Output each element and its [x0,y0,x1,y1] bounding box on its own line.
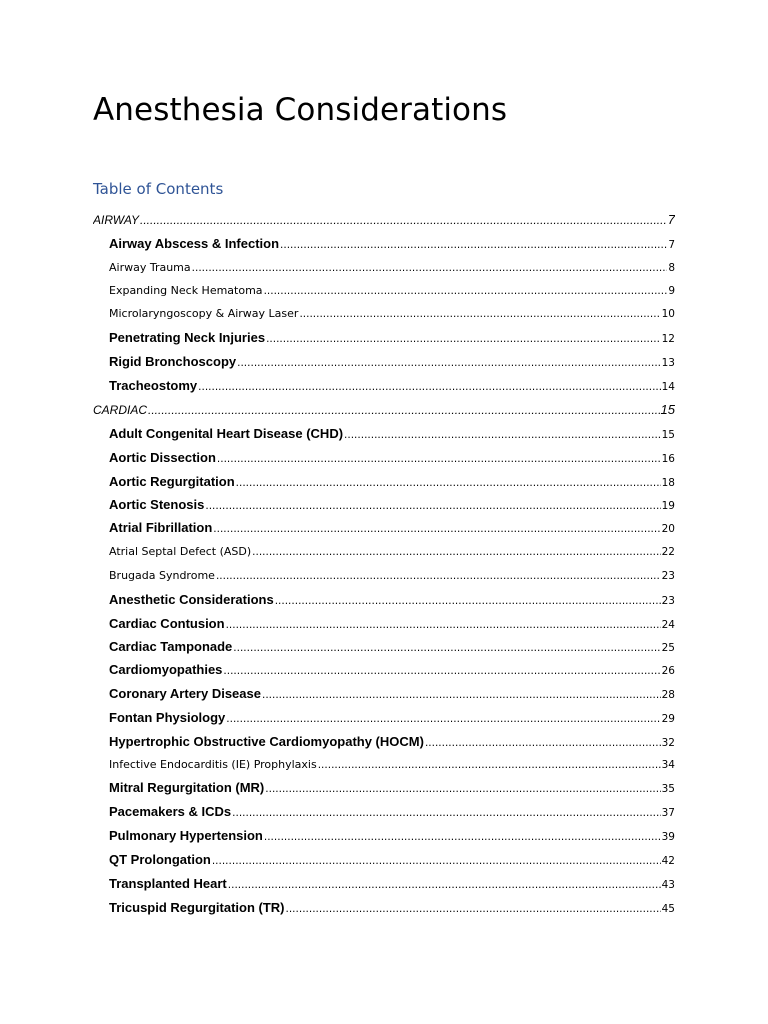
toc-entry-label: Fontan Physiology [109,710,226,725]
toc-dot-leader [252,542,660,562]
toc-section-entry[interactable] [93,400,675,420]
toc-entry[interactable] [109,614,675,634]
toc-dot-leader [262,685,661,704]
toc-dot-leader [148,400,660,420]
toc-entry-label: Hypertrophic Obstructive Cardiomyopathy (HOCM) [109,734,424,749]
toc-entry-label: Atrial Fibrillation [109,520,213,535]
toc-page-number: 20 [661,523,675,535]
toc-dot-leader [286,899,661,918]
toc-page-number: 29 [661,713,675,725]
toc-page-number: 10 [661,308,675,320]
toc-page-number: 35 [661,783,675,795]
toc-dot-leader [265,779,660,798]
toc-page-number: 22 [661,546,675,558]
toc-entry-label: Transplanted Heart [109,876,227,891]
toc-dot-leader [223,661,660,680]
toc-entry-label: Microlaryngoscopy & Airway Laser [109,307,299,320]
toc-page-number: 43 [661,879,675,891]
toc-dot-leader [226,709,660,728]
toc-dot-leader [217,449,661,468]
toc-entry-label: Anesthetic Considerations [109,592,274,607]
toc-dot-leader [299,304,660,324]
toc-page-number: 8 [668,262,675,274]
toc-entry-label: Aortic Regurgitation [109,474,235,489]
toc-entry-label: Brugada Syndrome [109,569,215,582]
toc-dot-leader [212,851,661,870]
toc-dot-leader [205,496,660,515]
toc-entry-label: Tracheostomy [109,378,198,393]
toc-page-number: 13 [661,357,675,369]
toc-page-number: 16 [661,453,675,465]
toc-entry[interactable] [109,424,675,444]
toc-entry-label: Mitral Regurgitation (MR) [109,780,265,795]
toc-entry-label: Penetrating Neck Injuries [109,330,266,345]
toc-entry-label: Airway Abscess & Infection [109,236,280,251]
toc-dot-leader [228,875,661,894]
toc-entry[interactable] [109,566,675,586]
toc-entry[interactable] [109,874,675,894]
toc-entry-label: Rigid Bronchoscopy [109,354,237,369]
toc-dot-leader [236,473,661,492]
toc-dot-leader [226,615,661,634]
toc-page-number: 45 [661,903,675,915]
toc-entry-label: AIRWAY [93,213,140,227]
toc-entry[interactable] [109,898,675,918]
toc-entry[interactable] [109,684,675,704]
toc-entry[interactable] [109,708,675,728]
toc-entry[interactable] [109,281,675,301]
toc-page-number: 34 [661,759,675,771]
toc-page-number: 19 [661,500,675,512]
toc-entry[interactable] [109,732,675,752]
document-title: Anesthesia Considerations [93,92,508,128]
toc-page-number: 39 [661,831,675,843]
toc-entry-label: Aortic Dissection [109,450,216,465]
toc-entry-label: Cardiomyopathies [109,662,223,677]
toc-entry[interactable] [109,304,675,324]
toc-entry[interactable] [109,448,675,468]
toc-entry[interactable] [109,850,675,870]
toc-entry-label: QT Prolongation [109,852,211,867]
toc-entry-label: CARDIAC [93,403,148,417]
toc-page-number: 9 [668,285,675,297]
toc-dot-leader [233,638,660,657]
toc-dot-leader [344,425,661,444]
toc-entry-label: Cardiac Tamponade [109,639,233,654]
toc-page-number: 26 [661,665,675,677]
toc-entry[interactable] [109,234,675,254]
toc-page-number: 32 [661,737,675,749]
toc-page-number: 23 [661,570,675,582]
toc-entry-label: Pulmonary Hypertension [109,828,263,843]
toc-dot-leader [264,281,668,301]
toc-page-number: 12 [661,333,675,345]
toc-dot-leader [425,733,661,752]
toc-entry-label: Coronary Artery Disease [109,686,261,701]
toc-page-number: 14 [661,381,675,393]
toc-entry-label: Cardiac Contusion [109,616,225,631]
toc-entry[interactable] [109,637,675,657]
toc-entry[interactable] [109,660,675,680]
toc-entry-label: Infective Endocarditis (IE) Prophylaxis [109,758,317,771]
toc-dot-leader [266,329,661,348]
toc-entry[interactable] [109,472,675,492]
toc-entry-label: Airway Trauma [109,261,191,274]
toc-entry-label: Expanding Neck Hematoma [109,284,263,297]
toc-entry-label: Atrial Septal Defect (ASD) [109,545,252,558]
toc-dot-leader [140,210,667,230]
toc-dot-leader [275,591,661,610]
toc-page-number: 42 [661,855,675,867]
toc-entry[interactable] [109,328,675,348]
toc-dot-leader [280,235,667,254]
toc-dot-leader [237,353,661,372]
toc-dot-leader [198,377,660,396]
toc-page-number: 7 [667,212,675,227]
toc-entry[interactable] [109,755,675,775]
toc-entry-label: Pacemakers & ICDs [109,804,232,819]
toc-page-number: 18 [661,477,675,489]
toc-dot-leader [192,258,668,278]
toc-page-number: 24 [661,619,675,631]
toc-page-number: 15 [660,402,675,417]
toc-dot-leader [213,519,660,538]
toc-entry[interactable] [109,778,675,798]
toc-page-number: 23 [661,595,675,607]
toc-page-number: 7 [668,239,675,251]
toc-dot-leader [264,827,661,846]
toc-page-number: 25 [661,642,675,654]
toc-page-number: 28 [661,689,675,701]
toc-heading: Table of Contents [93,180,224,198]
toc-entry[interactable] [109,826,675,846]
toc-entry-label: Aortic Stenosis [109,497,205,512]
toc-dot-leader [216,566,661,586]
toc-dot-leader [232,803,660,822]
toc-entry[interactable] [109,542,675,562]
toc-entry[interactable] [109,376,675,396]
toc-entry[interactable] [109,352,675,372]
toc-entry[interactable] [109,518,675,538]
toc-entry-label: Adult Congenital Heart Disease (CHD) [109,426,344,441]
toc-entry-label: Tricuspid Regurgitation (TR) [109,900,285,915]
toc-entry[interactable] [109,495,675,515]
toc-section-entry[interactable] [93,210,675,230]
toc-page-number: 37 [661,807,675,819]
toc-dot-leader [318,755,661,775]
toc-entry[interactable] [109,802,675,822]
toc-entry[interactable] [109,258,675,278]
toc-page-number: 15 [661,429,675,441]
toc-entry[interactable] [109,590,675,610]
